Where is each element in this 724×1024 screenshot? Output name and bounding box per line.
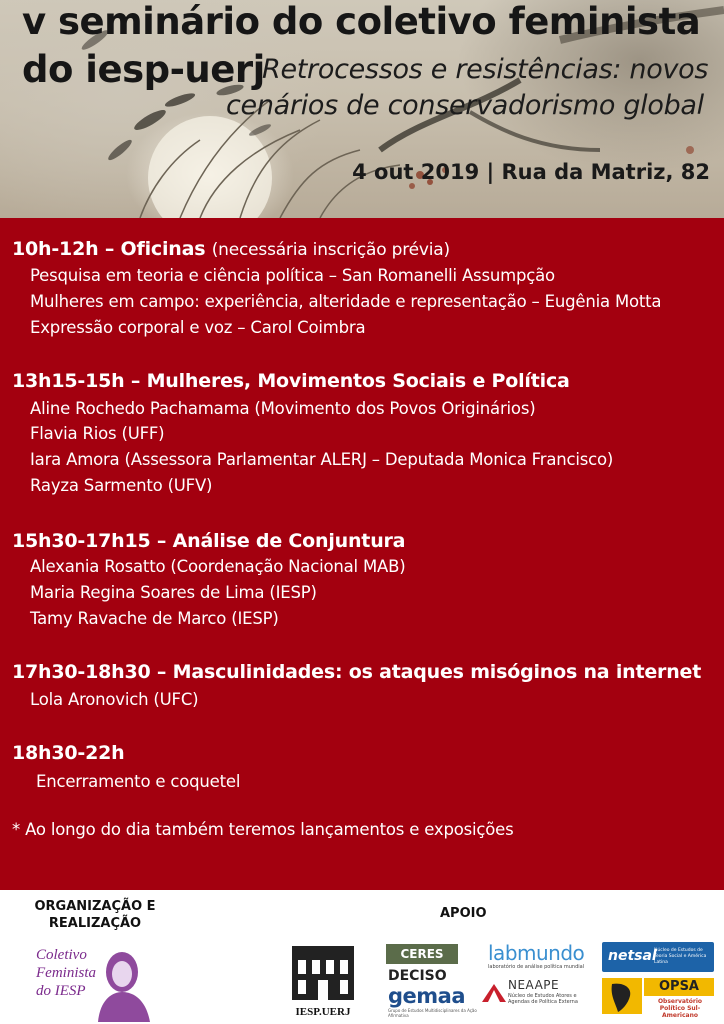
netsal-logo-sub: Núcleo de Estudos de Teoria Social e América Latina (654, 948, 707, 965)
session-4-item: Lola Aronovich (UFC) (30, 690, 199, 709)
iesp-logo-label: IESP.UERJ (295, 1006, 351, 1018)
session-3-item: Tamy Ravache de Marco (IESP) (30, 609, 279, 628)
opsa-map-icon (602, 978, 642, 1014)
support-heading: APOIO (440, 906, 487, 921)
session-5-item: Encerramento e coquetel (36, 772, 241, 791)
gemaa-logo-sub: Grupo de Estudos Multidisciplinares da Ação Afirmativa (388, 1008, 477, 1018)
seminar-title-line-1: v seminário do coletivo feminista (22, 0, 701, 43)
program-footnote: * Ao longo do dia também teremos lançamentos e exposições (12, 820, 514, 839)
session-1-item: Mulheres em campo: experiência, alteridade e representação – Eugênia Motta (30, 292, 662, 311)
header-banner (0, 0, 724, 218)
organization-heading-line-1: ORGANIZAÇÃO E (34, 899, 156, 914)
seminar-subtitle-line-2: cenários de conservadorismo global (226, 90, 704, 121)
organization-heading (20, 898, 170, 932)
gemaa-logo (388, 984, 488, 1018)
session-1-note: (necessária inscrição prévia) (211, 240, 450, 260)
organization-heading-line-2: REALIZAÇÃO (48, 916, 142, 931)
building-icon (288, 942, 358, 1002)
org-logo-text-line-2: Feminista (36, 965, 96, 981)
event-date-location: 4 out 2019 | Rua da Matriz, 82 (352, 160, 710, 184)
session-1-item: Expressão corporal e voz – Carol Coimbra (30, 318, 366, 337)
footer-sponsors (0, 890, 724, 1024)
netsal-logo-name: netsal (608, 948, 657, 964)
triangle-logo-icon (482, 984, 506, 1002)
session-3-heading: 15h30-17h15 – Análise de Conjuntura (12, 530, 406, 552)
session-2-item: Aline Rochedo Pachamama (Movimento dos Povos Originários) (30, 399, 536, 418)
session-2-item: Rayza Sarmento (UFV) (30, 476, 213, 495)
session-2-heading: 13h15-15h – Mulheres, Movimentos Sociais e Política (12, 370, 570, 392)
labmundo-logo-name: labmundo (488, 941, 585, 965)
session-4-heading: 17h30-18h30 – Masculinidades: os ataques misóginos na internet (12, 661, 702, 683)
org-logo-text-line-1: Coletivo (36, 947, 87, 963)
neaape-logo-sub: Núcleo de Estudos Atores e Agendas de Política Externa (508, 993, 578, 1005)
deciso-logo: DECISO (388, 968, 447, 984)
session-3-item: Maria Regina Soares de Lima (IESP) (30, 583, 317, 602)
session-1-heading (12, 238, 450, 260)
session-2-item: Iara Amora (Assessora Parlamentar ALERJ – Deputada Monica Francisco) (30, 450, 614, 469)
session-1-item: Pesquisa em teoria e ciência política – San Romanelli Assumpção (30, 266, 555, 285)
opsa-logo-name: OPSA (644, 978, 714, 996)
program-schedule (0, 218, 724, 890)
labmundo-logo-sub: laboratório de análise política mundial (488, 964, 585, 970)
session-5-heading: 18h30-22h (12, 742, 125, 764)
netsal-logo (602, 942, 714, 972)
seminar-title-line-2: do iesp-uerj (22, 48, 265, 91)
iesp-uerj-logo (288, 942, 358, 1020)
coletivo-feminista-logo (34, 938, 154, 1022)
opsa-logo (602, 978, 714, 1019)
session-1-title: 10h-12h – Oficinas (12, 238, 206, 260)
neaape-logo-name: NEAAPE (508, 978, 560, 992)
session-3-item: Alexania Rosatto (Coordenação Nacional MAB) (30, 557, 406, 576)
gemaa-logo-name: gemaa (388, 984, 465, 1008)
labmundo-logo (488, 942, 588, 970)
neaape-logo (482, 978, 594, 1018)
seminar-subtitle-line-1: Retrocessos e resistências: novos (262, 54, 709, 85)
org-logo-text-line-3: do IESP (36, 983, 86, 999)
session-2-item: Flavia Rios (UFF) (30, 424, 165, 443)
opsa-logo-sub: Observatório Político Sul-Americano (657, 998, 703, 1019)
ceres-logo: CERES (386, 944, 458, 964)
